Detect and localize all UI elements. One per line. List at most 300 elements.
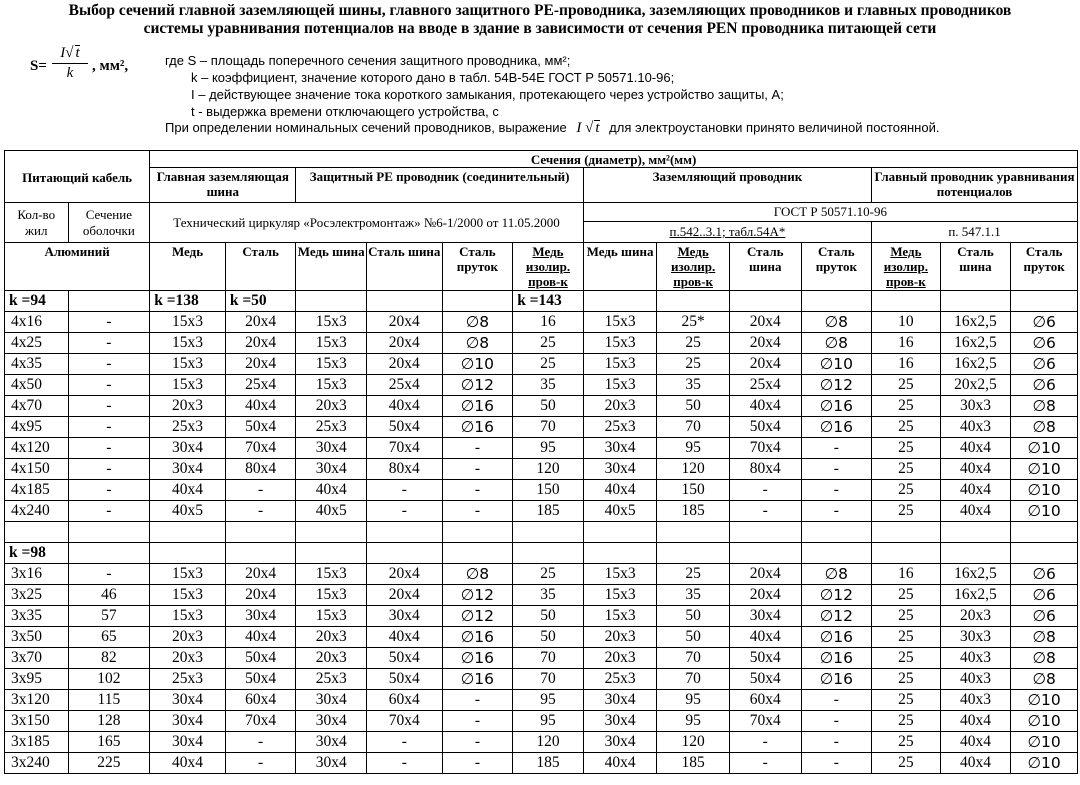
- cell-earth-steel-rod: ∅16: [801, 417, 872, 438]
- cell-pe-copper-bus: 15x3: [296, 564, 367, 585]
- cell-earth-steel-rod: -: [801, 438, 872, 459]
- cell-cores: 4x120: [5, 438, 69, 459]
- table-row: [5, 711, 1078, 732]
- cell-earth-steel-bus: 20x4: [729, 312, 801, 333]
- k-empty: [68, 291, 150, 312]
- cell-earth-copper-bus: 40x5: [583, 501, 657, 522]
- header-col-copper: Медь: [150, 243, 226, 291]
- cell-earth-steel-rod: ∅16: [801, 669, 872, 690]
- cell-sheath: 102: [68, 669, 150, 690]
- cell-bond-steel-bus: 16x2,5: [940, 312, 1011, 333]
- cell-earth-copper-bus: 15x3: [583, 312, 657, 333]
- cell-earth-steel-bus: 30x4: [729, 606, 801, 627]
- header-cores: Кол-во жил: [5, 203, 69, 243]
- cell-bond-steel-rod: ∅6: [1011, 312, 1078, 333]
- cell-steel: 70x4: [225, 711, 296, 732]
- notes-block: [165, 52, 784, 120]
- cell-steel: -: [225, 480, 296, 501]
- cell-sheath: -: [68, 354, 150, 375]
- header-row-1: [5, 151, 1078, 168]
- k-empty: [801, 543, 872, 564]
- cell-bond-steel-bus: 20x2,5: [940, 375, 1011, 396]
- cell-cores: 3x70: [5, 648, 69, 669]
- cell-pe-copper-bus: 30x4: [296, 438, 367, 459]
- cell-steel: -: [225, 753, 296, 774]
- formula-time: t: [75, 45, 80, 61]
- empty-cell: [657, 522, 730, 543]
- cell-pe-steel-bus: -: [366, 480, 442, 501]
- cell-bond-steel-rod: ∅10: [1011, 480, 1078, 501]
- cell-pe-steel-bus: 80x4: [366, 459, 442, 480]
- k-empty: [940, 543, 1011, 564]
- sections-table: [4, 150, 1078, 774]
- cell-pe-copper-bus: 15x3: [296, 585, 367, 606]
- empty-cell: [872, 522, 941, 543]
- cell-earth-copper-insulated: 120: [657, 732, 730, 753]
- table-row: [5, 690, 1078, 711]
- cell-bond-copper-insulated: 25: [872, 375, 941, 396]
- table-row: [5, 375, 1078, 396]
- cell-earth-copper-insulated: 35: [657, 585, 730, 606]
- cell-bond-steel-rod: ∅6: [1011, 333, 1078, 354]
- k-empty: [513, 543, 584, 564]
- cell-bond-steel-rod: ∅10: [1011, 459, 1078, 480]
- table-row: [5, 585, 1078, 606]
- header-sections: Сечения (диаметр), мм²(мм): [150, 151, 1078, 168]
- cell-earth-steel-bus: 20x4: [729, 333, 801, 354]
- empty-cell: [5, 522, 69, 543]
- k-al-group1: k =94: [5, 291, 69, 312]
- k-empty: [68, 543, 150, 564]
- table-row: [5, 501, 1078, 522]
- cell-earth-copper-insulated: 70: [657, 669, 730, 690]
- cell-steel: 20x4: [225, 354, 296, 375]
- header-earthing-conductor: Заземляющий проводник: [583, 168, 871, 203]
- cell-pe-copper-bus: 40x5: [296, 501, 367, 522]
- cell-bond-steel-rod: ∅8: [1011, 396, 1078, 417]
- cell-pe-copper-bus: 20x3: [296, 396, 367, 417]
- cell-pe-steel-rod: -: [442, 732, 513, 753]
- cell-pe-steel-bus: 20x4: [366, 312, 442, 333]
- cell-earth-steel-rod: -: [801, 501, 872, 522]
- cell-pe-steel-bus: 30x4: [366, 606, 442, 627]
- table-row: [5, 417, 1078, 438]
- cell-bond-copper-insulated: 10: [872, 312, 941, 333]
- cell-earth-copper-bus: 30x4: [583, 459, 657, 480]
- cell-earth-steel-rod: ∅16: [801, 648, 872, 669]
- cell-bond-copper-insulated: 16: [872, 564, 941, 585]
- cell-cores: 3x120: [5, 690, 69, 711]
- cell-pe-steel-bus: 25x4: [366, 375, 442, 396]
- cell-pe-steel-rod: -: [442, 480, 513, 501]
- cell-copper: 25x3: [150, 417, 226, 438]
- clause-earthing-text: п.542..3.1; табл.54А*: [669, 224, 786, 239]
- cell-steel: 50x4: [225, 648, 296, 669]
- cell-copper: 15x3: [150, 585, 226, 606]
- cell-earth-copper-insulated: 50: [657, 627, 730, 648]
- cell-bond-steel-bus: 16x2,5: [940, 333, 1011, 354]
- cell-earth-copper-bus: 15x3: [583, 375, 657, 396]
- cell-pe-steel-rod: ∅8: [442, 333, 513, 354]
- cell-earth-copper-bus: 40x4: [583, 753, 657, 774]
- header-col-pe-steel-bus: Сталь шина: [366, 243, 442, 291]
- formula-fraction: [52, 45, 88, 82]
- cell-bond-steel-bus: 40x3: [940, 690, 1011, 711]
- header-clause-bonding: п. 547.1.1: [872, 222, 1078, 243]
- cell-earth-steel-rod: ∅10: [801, 354, 872, 375]
- cell-earth-copper-insulated: 95: [657, 438, 730, 459]
- table-row: [5, 732, 1078, 753]
- cell-pe-steel-bus: 60x4: [366, 690, 442, 711]
- cell-copper: 30x4: [150, 711, 226, 732]
- note-i: I – действующее значение тока короткого замыкания, протекающего через устройство защиты, А;: [191, 87, 784, 102]
- cell-sheath: -: [68, 438, 150, 459]
- cell-bond-copper-insulated: 25: [872, 732, 941, 753]
- cell-steel: 50x4: [225, 669, 296, 690]
- cell-bond-steel-bus: 40x4: [940, 459, 1011, 480]
- header-main-bus: Главная заземляющая шина: [150, 168, 296, 203]
- empty-cell: [940, 522, 1011, 543]
- cell-bond-steel-rod: ∅10: [1011, 438, 1078, 459]
- cell-pe-copper-insulated: 185: [513, 501, 584, 522]
- header-col-pe-steel-rod: Сталь пруток: [442, 243, 513, 291]
- cell-earth-copper-bus: 15x3: [583, 564, 657, 585]
- cell-bond-steel-bus: 40x3: [940, 417, 1011, 438]
- empty-cell: [729, 522, 801, 543]
- cell-earth-copper-bus: 30x4: [583, 690, 657, 711]
- cell-sheath: -: [68, 312, 150, 333]
- cell-pe-steel-rod: ∅12: [442, 375, 513, 396]
- cell-earth-copper-bus: 40x4: [583, 480, 657, 501]
- cell-pe-copper-insulated: 50: [513, 627, 584, 648]
- header-col-steel: Сталь: [225, 243, 296, 291]
- cell-bond-steel-rod: ∅10: [1011, 690, 1078, 711]
- cell-pe-copper-insulated: 120: [513, 732, 584, 753]
- cell-pe-steel-rod: ∅8: [442, 312, 513, 333]
- cell-pe-copper-insulated: 35: [513, 585, 584, 606]
- empty-cell: [366, 522, 442, 543]
- cell-earth-steel-bus: 40x4: [729, 627, 801, 648]
- cell-pe-copper-bus: 40x4: [296, 480, 367, 501]
- cell-earth-copper-bus: 15x3: [583, 585, 657, 606]
- cell-pe-copper-insulated: 70: [513, 417, 584, 438]
- k-row-group1: [5, 291, 1078, 312]
- cell-bond-steel-bus: 40x4: [940, 732, 1011, 753]
- header-col-earth-steel-bus: Сталь шина: [729, 243, 801, 291]
- k-empty: [940, 291, 1011, 312]
- cell-copper: 40x4: [150, 480, 226, 501]
- cell-sheath: 65: [68, 627, 150, 648]
- note-t: t - выдержка времени отключающего устройства, с: [191, 104, 499, 119]
- cell-earth-copper-bus: 20x3: [583, 648, 657, 669]
- cell-earth-steel-bus: 20x4: [729, 564, 801, 585]
- cell-sheath: 128: [68, 711, 150, 732]
- cell-earth-steel-bus: 70x4: [729, 438, 801, 459]
- cell-steel: 70x4: [225, 438, 296, 459]
- cell-earth-copper-insulated: 95: [657, 690, 730, 711]
- k-empty: [583, 543, 657, 564]
- cell-earth-steel-rod: ∅12: [801, 375, 872, 396]
- cell-earth-steel-bus: -: [729, 501, 801, 522]
- cell-pe-copper-bus: 30x4: [296, 690, 367, 711]
- cell-bond-steel-bus: 40x4: [940, 501, 1011, 522]
- table-row: [5, 753, 1078, 774]
- cell-pe-copper-insulated: 95: [513, 438, 584, 459]
- k-row-group2: [5, 543, 1078, 564]
- cell-bond-steel-bus: 30x3: [940, 396, 1011, 417]
- cell-bond-steel-rod: ∅6: [1011, 585, 1078, 606]
- cell-earth-copper-bus: 30x4: [583, 438, 657, 459]
- cell-pe-copper-insulated: 95: [513, 690, 584, 711]
- empty-cell: [442, 522, 513, 543]
- cell-cores: 3x185: [5, 732, 69, 753]
- cell-bond-steel-bus: 30x3: [940, 627, 1011, 648]
- cell-copper: 20x3: [150, 648, 226, 669]
- cell-earth-steel-bus: -: [729, 480, 801, 501]
- cell-earth-steel-rod: ∅16: [801, 396, 872, 417]
- cell-earth-copper-bus: 20x3: [583, 396, 657, 417]
- cell-bond-copper-insulated: 25: [872, 627, 941, 648]
- cell-copper: 15x3: [150, 354, 226, 375]
- note-constant-a: При определении номинальных сечений проводников, выражение: [165, 120, 567, 135]
- cell-pe-steel-rod: ∅12: [442, 585, 513, 606]
- cell-copper: 15x3: [150, 375, 226, 396]
- cell-pe-copper-bus: 20x3: [296, 627, 367, 648]
- cell-earth-steel-rod: -: [801, 459, 872, 480]
- cell-pe-copper-insulated: 70: [513, 669, 584, 690]
- cell-copper: 30x4: [150, 732, 226, 753]
- cell-pe-steel-bus: 50x4: [366, 669, 442, 690]
- cell-pe-copper-insulated: 185: [513, 753, 584, 774]
- cell-cores: 4x95: [5, 417, 69, 438]
- cell-copper: 15x3: [150, 606, 226, 627]
- cell-earth-steel-bus: 20x4: [729, 585, 801, 606]
- cell-cores: 3x16: [5, 564, 69, 585]
- cell-pe-copper-bus: 30x4: [296, 459, 367, 480]
- cell-bond-steel-bus: 16x2,5: [940, 354, 1011, 375]
- cell-pe-copper-insulated: 25: [513, 333, 584, 354]
- cell-earth-steel-bus: 80x4: [729, 459, 801, 480]
- spacer-row: [5, 522, 1078, 543]
- formula: [30, 45, 160, 89]
- k-empty: [442, 291, 513, 312]
- cell-earth-steel-rod: ∅12: [801, 585, 872, 606]
- k-empty: [366, 543, 442, 564]
- cell-copper: 20x3: [150, 396, 226, 417]
- header-col-bond-steel-rod: Сталь пруток: [1011, 243, 1078, 291]
- table-row: [5, 438, 1078, 459]
- header-row-columns: [5, 243, 1078, 291]
- k-empty: [225, 543, 296, 564]
- cell-steel: 30x4: [225, 606, 296, 627]
- header-aluminium: Алюминий: [5, 243, 150, 291]
- cell-cores: 3x240: [5, 753, 69, 774]
- header-circular: Технический циркуляр «Росэлектромонтаж» №6-1/2000 от 11.05.2000: [150, 203, 584, 243]
- cell-earth-copper-bus: 30x4: [583, 711, 657, 732]
- cell-bond-copper-insulated: 25: [872, 648, 941, 669]
- cell-pe-steel-rod: ∅16: [442, 648, 513, 669]
- cell-earth-steel-rod: ∅8: [801, 564, 872, 585]
- cell-bond-copper-insulated: 25: [872, 711, 941, 732]
- cell-steel: 20x4: [225, 564, 296, 585]
- cell-bond-steel-bus: 20x3: [940, 606, 1011, 627]
- cell-earth-steel-bus: 50x4: [729, 417, 801, 438]
- cell-bond-steel-rod: ∅8: [1011, 627, 1078, 648]
- cell-pe-steel-bus: 20x4: [366, 564, 442, 585]
- k-empty: [1011, 291, 1078, 312]
- k-steel-group1: k =50: [225, 291, 296, 312]
- cell-earth-steel-rod: -: [801, 753, 872, 774]
- cell-earth-copper-insulated: 150: [657, 480, 730, 501]
- table-row: [5, 312, 1078, 333]
- cell-copper: 25x3: [150, 669, 226, 690]
- header-sheath: Сечение оболочки: [68, 203, 150, 243]
- cell-pe-steel-rod: -: [442, 690, 513, 711]
- cell-bond-copper-insulated: 25: [872, 669, 941, 690]
- cell-pe-copper-insulated: 150: [513, 480, 584, 501]
- cell-earth-copper-insulated: 25: [657, 354, 730, 375]
- k-empty: [366, 291, 442, 312]
- cell-sheath: 57: [68, 606, 150, 627]
- k-empty: [296, 291, 367, 312]
- cell-cores: 3x25: [5, 585, 69, 606]
- cell-pe-steel-bus: -: [366, 753, 442, 774]
- cell-steel: 20x4: [225, 585, 296, 606]
- cell-steel: -: [225, 501, 296, 522]
- table-row: [5, 669, 1078, 690]
- cell-earth-copper-insulated: 70: [657, 417, 730, 438]
- cell-earth-steel-rod: -: [801, 480, 872, 501]
- cell-earth-copper-insulated: 185: [657, 753, 730, 774]
- cell-bond-steel-bus: 16x2,5: [940, 585, 1011, 606]
- cell-pe-steel-bus: 20x4: [366, 333, 442, 354]
- cell-earth-steel-bus: 25x4: [729, 375, 801, 396]
- cell-pe-copper-bus: 15x3: [296, 333, 367, 354]
- title-line-2: системы уравнивания потенциалов на вводе в здание в зависимости от сечения PEN проводника питающей сети: [143, 20, 937, 37]
- k-insulated-group1: k =143: [513, 291, 584, 312]
- empty-cell: [225, 522, 296, 543]
- cell-cores: 3x150: [5, 711, 69, 732]
- cell-sheath: -: [68, 375, 150, 396]
- k-empty: [657, 543, 730, 564]
- cell-sheath: 165: [68, 732, 150, 753]
- cell-earth-steel-bus: 70x4: [729, 711, 801, 732]
- table-row: [5, 627, 1078, 648]
- k-empty: [657, 291, 730, 312]
- cell-bond-copper-insulated: 25: [872, 690, 941, 711]
- empty-cell: [1011, 522, 1078, 543]
- cell-earth-copper-bus: 30x4: [583, 732, 657, 753]
- cell-bond-copper-insulated: 25: [872, 396, 941, 417]
- cell-sheath: -: [68, 396, 150, 417]
- cell-pe-copper-bus: 25x3: [296, 669, 367, 690]
- cell-earth-copper-insulated: 95: [657, 711, 730, 732]
- cell-bond-copper-insulated: 16: [872, 354, 941, 375]
- cell-earth-copper-insulated: 120: [657, 459, 730, 480]
- note-constant: [165, 119, 939, 137]
- cell-pe-copper-insulated: 16: [513, 312, 584, 333]
- cell-earth-steel-rod: ∅8: [801, 312, 872, 333]
- cell-bond-steel-rod: ∅10: [1011, 711, 1078, 732]
- cell-sheath: 225: [68, 753, 150, 774]
- k-empty: [583, 291, 657, 312]
- cell-earth-copper-bus: 25x3: [583, 669, 657, 690]
- cell-pe-copper-insulated: 50: [513, 396, 584, 417]
- cell-pe-copper-bus: 30x4: [296, 753, 367, 774]
- cell-copper: 15x3: [150, 333, 226, 354]
- formula-unit: , мм²,: [92, 58, 129, 74]
- header-row-3: [5, 203, 1078, 222]
- formula-current: I: [60, 45, 66, 61]
- k-empty: [1011, 543, 1078, 564]
- cell-pe-steel-rod: ∅10: [442, 354, 513, 375]
- cell-pe-copper-bus: 30x4: [296, 711, 367, 732]
- k-empty: [872, 543, 941, 564]
- cell-earth-steel-rod: ∅8: [801, 333, 872, 354]
- cell-bond-copper-insulated: 25: [872, 480, 941, 501]
- cell-pe-steel-bus: 70x4: [366, 438, 442, 459]
- note-constant-expr: I √ t: [576, 120, 600, 136]
- cell-pe-steel-bus: -: [366, 501, 442, 522]
- k-empty: [729, 543, 801, 564]
- cell-bond-copper-insulated: 25: [872, 606, 941, 627]
- sqrt-sign: √: [65, 45, 74, 61]
- cell-bond-copper-insulated: 25: [872, 585, 941, 606]
- header-col-pe-copper-bus: Медь шина: [296, 243, 367, 291]
- cell-pe-steel-rod: -: [442, 753, 513, 774]
- cell-earth-steel-rod: -: [801, 690, 872, 711]
- cell-pe-copper-bus: 15x3: [296, 606, 367, 627]
- cell-pe-copper-insulated: 50: [513, 606, 584, 627]
- table-row: [5, 480, 1078, 501]
- cell-bond-steel-rod: ∅6: [1011, 564, 1078, 585]
- cell-copper: 40x5: [150, 501, 226, 522]
- cell-pe-steel-rod: ∅16: [442, 627, 513, 648]
- cell-cores: 4x35: [5, 354, 69, 375]
- cell-bond-copper-insulated: 25: [872, 753, 941, 774]
- header-col-earth-copper-bus: Медь шина: [583, 243, 657, 291]
- cell-bond-steel-rod: ∅6: [1011, 375, 1078, 396]
- page-title: [0, 2, 1080, 38]
- cell-pe-copper-insulated: 120: [513, 459, 584, 480]
- cell-bond-steel-bus: 16x2,5: [940, 564, 1011, 585]
- cell-pe-steel-bus: -: [366, 732, 442, 753]
- cell-pe-copper-bus: 20x3: [296, 648, 367, 669]
- cell-cores: 4x70: [5, 396, 69, 417]
- table-row: [5, 459, 1078, 480]
- cell-pe-copper-bus: 15x3: [296, 312, 367, 333]
- cell-steel: 20x4: [225, 312, 296, 333]
- cell-pe-steel-rod: ∅8: [442, 564, 513, 585]
- header-col-bond-copper-insulated: Медь изолир. пров-к: [872, 243, 941, 291]
- cell-earth-steel-rod: -: [801, 711, 872, 732]
- header-col-earth-steel-rod: Сталь пруток: [801, 243, 872, 291]
- cell-pe-copper-insulated: 95: [513, 711, 584, 732]
- cell-earth-copper-insulated: 50: [657, 396, 730, 417]
- formula-denominator: k: [66, 65, 74, 81]
- cell-pe-steel-rod: -: [442, 438, 513, 459]
- cell-sheath: -: [68, 333, 150, 354]
- cell-bond-steel-rod: ∅10: [1011, 501, 1078, 522]
- header-supply-cable: Питающий кабель: [5, 151, 150, 203]
- cell-bond-copper-insulated: 25: [872, 501, 941, 522]
- cell-pe-copper-insulated: 25: [513, 564, 584, 585]
- cell-cores: 4x50: [5, 375, 69, 396]
- cell-pe-steel-bus: 70x4: [366, 711, 442, 732]
- cell-pe-steel-rod: -: [442, 459, 513, 480]
- cell-pe-steel-rod: ∅16: [442, 669, 513, 690]
- cell-earth-steel-bus: 20x4: [729, 354, 801, 375]
